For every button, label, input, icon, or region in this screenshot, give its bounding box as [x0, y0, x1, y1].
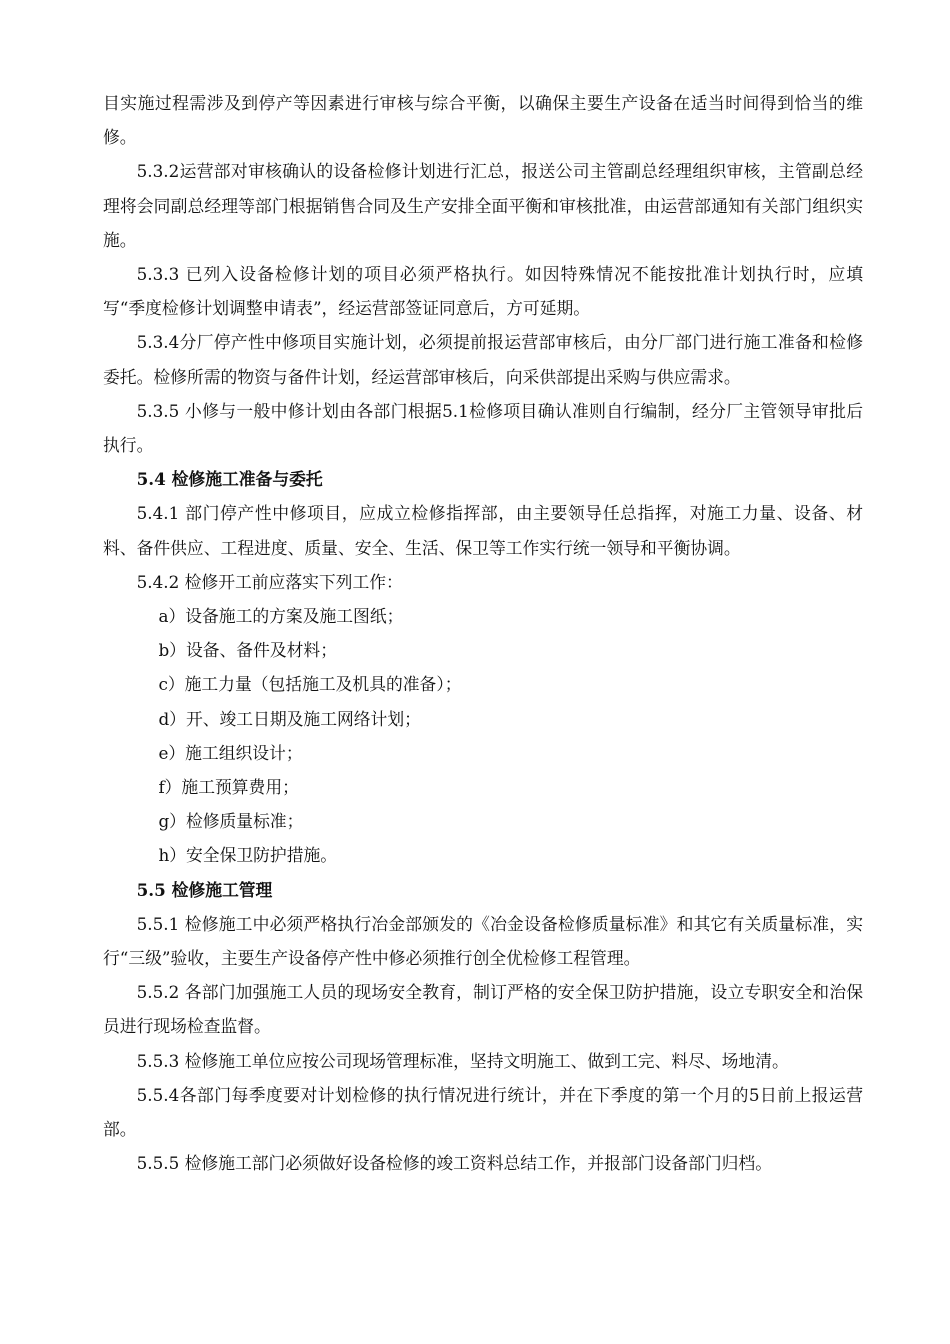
clause-5-5-2: 5.5.2 各部门加强施工人员的现场安全教育，制订严格的安全保卫防护措施，设立专职安全和治保员进行现场检查监督。 [103, 982, 863, 1037]
list-item-a: a）设备施工的方案及施工图纸； [158, 606, 404, 627]
clause-5-4-2: 5.4.2 检修开工前应落实下列工作： [136, 571, 403, 592]
section-heading-5-5: 5.5 检修施工管理 [136, 879, 273, 900]
document-page [103, 86, 863, 1181]
clause-5-3-3: 5.3.3 已列入设备检修计划的项目必须严格执行。如因特殊情况不能按批准计划执行时，应填写“季度检修计划调整申请表”，经运营部签证同意后，方可延期。 [103, 264, 863, 319]
list-item-d: d）开、竣工日期及施工网络计划； [158, 708, 421, 729]
clause-5-5-1: 5.5.1 检修施工中必须严格执行冶金部颁发的《冶金设备检修质量标准》和其它有关质量标准，实行“三级”验收，主要生产设备停产性中修必须推行创全优检修工程管理。 [103, 913, 863, 969]
paragraph-continued: 目实施过程需涉及到停产等因素进行审核与综合平衡，以确保主要生产设备在适当时间得到恰当的维修。 [103, 93, 863, 148]
clause-5-4-1: 5.4.1 部门停产性中修项目，应成立检修指挥部，由主要领导任总指挥，对施工力量、设备、材料、备件供应、工程进度、质量、安全、生活、保卫等工作实行统一领导和平衡协调。 [103, 503, 863, 558]
list-item-c: c）施工力量（包括施工及机具的准备）； [158, 674, 462, 695]
list-item-e: e）施工组织设计； [158, 742, 303, 763]
list-item-g: g）检修质量标准； [158, 811, 304, 832]
section-heading-5-4: 5.4 检修施工准备与委托 [136, 469, 323, 490]
list-item-h: h）安全保卫防护措施。 [158, 845, 338, 866]
clause-5-5-3: 5.5.3 检修施工单位应按公司现场管理标准，坚持文明施工、做到工完、料尽、场地清。 [136, 1050, 789, 1071]
clause-5-3-5: 5.3.5 小修与一般中修计划由各部门根据5.1检修项目确认准则自行编制，经分厂主管领导审批后执行。 [103, 400, 863, 456]
list-item-f: f）施工预算费用； [158, 777, 299, 798]
clause-5-3-2: 5.3.2运营部对审核确认的设备检修计划进行汇总，报送公司主管副总经理组织审核，主管副总经理将会同副总经理等部门根据销售合同及生产安排全面平衡和审核批准，由运营部通知有关部门组织实施。 [103, 161, 863, 250]
clause-5-3-4: 5.3.4分厂停产性中修项目实施计划，必须提前报运营部审核后，由分厂部门进行施工准备和检修委托。检修所需的物资与备件计划，经运营部审核后，向采供部提出采购与供应需求。 [103, 332, 863, 387]
clause-5-5-5: 5.5.5 检修施工部门必须做好设备检修的竣工资料总结工作，并报部门设备部门归档。 [136, 1153, 772, 1174]
clause-5-5-4: 5.5.4各部门每季度要对计划检修的执行情况进行统计，并在下季度的第一个月的5日前上报运营部。 [103, 1084, 863, 1140]
list-item-b: b）设备、备件及材料； [158, 640, 337, 661]
